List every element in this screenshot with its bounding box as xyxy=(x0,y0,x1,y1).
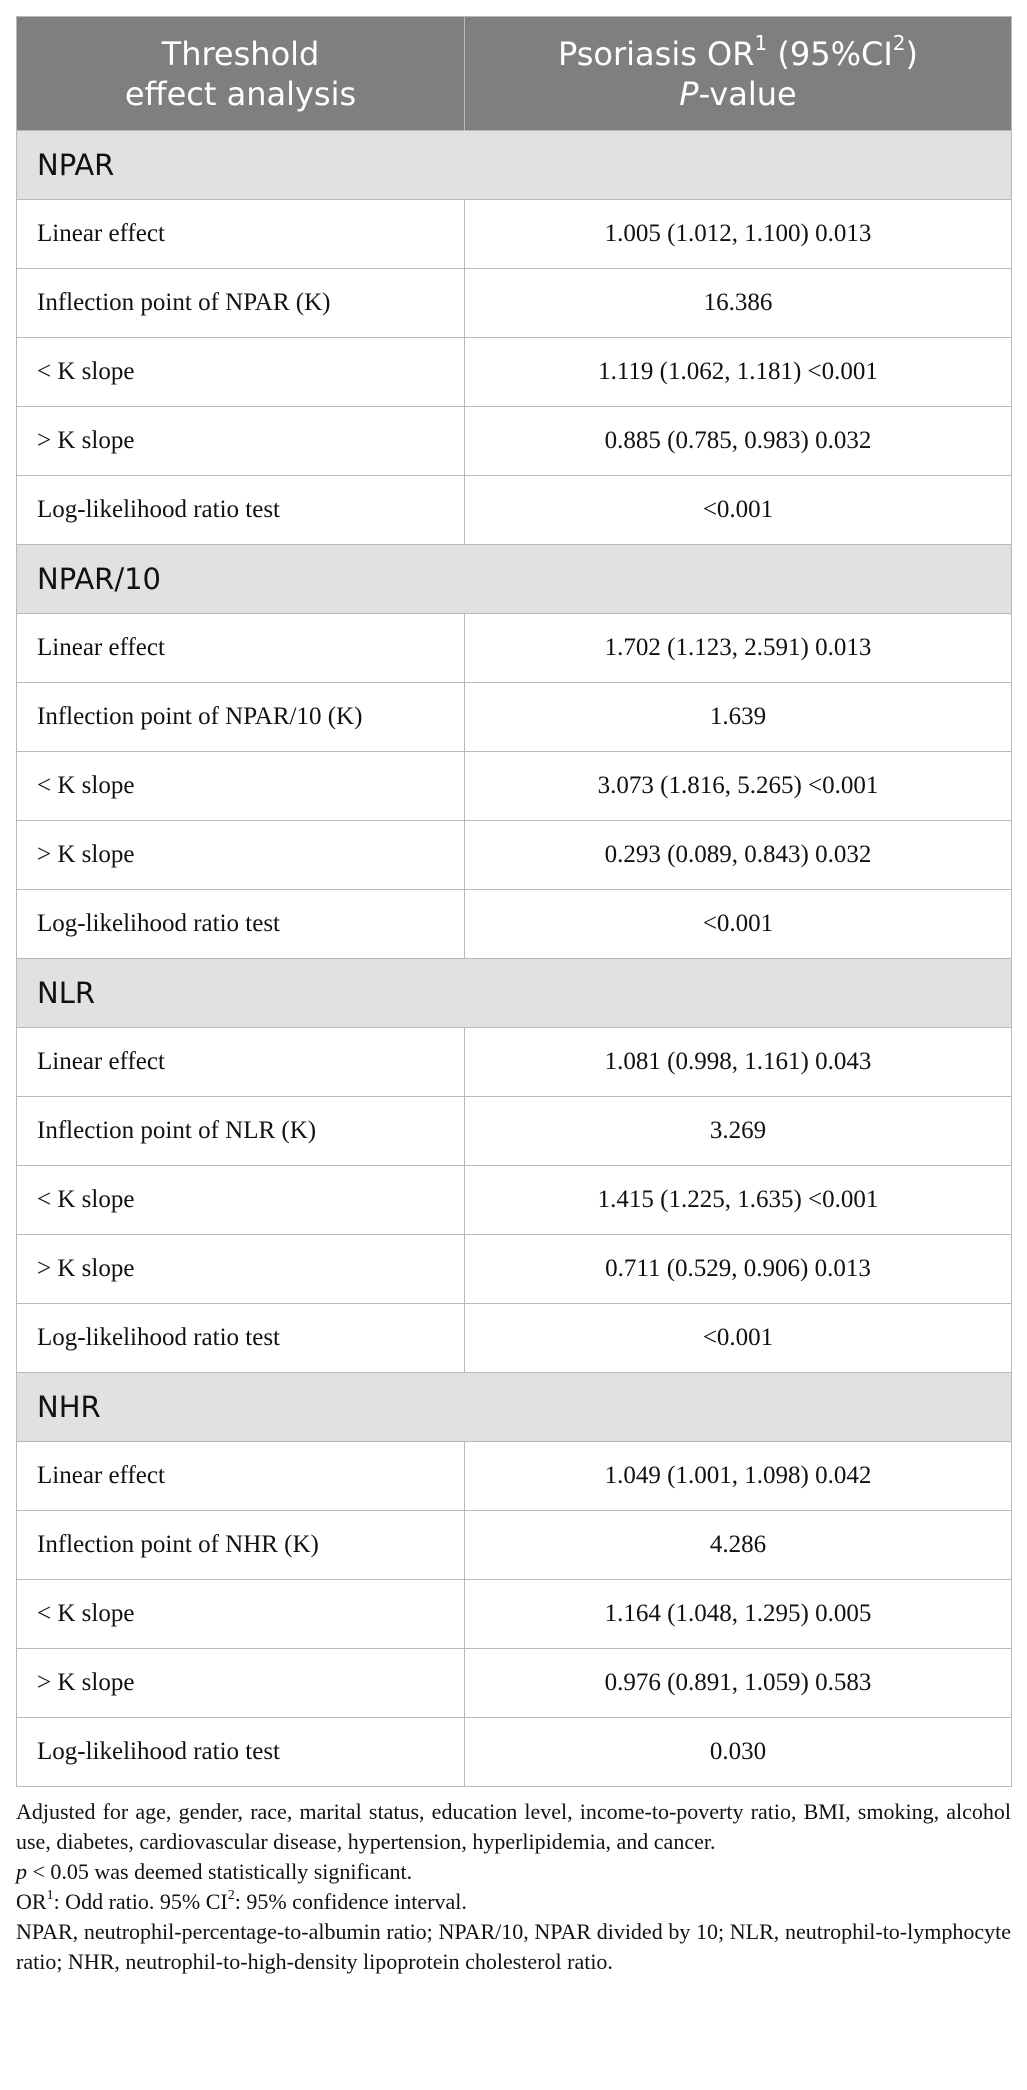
footnote-significance-rest: < 0.05 was deemed statistically significant. xyxy=(27,1859,413,1884)
row-label: Log-likelihood ratio test xyxy=(17,476,465,545)
footnote-significance-p: p xyxy=(16,1859,27,1884)
row-value: <0.001 xyxy=(465,476,1012,545)
row-label: < K slope xyxy=(17,1580,465,1649)
header-or-suffix: ) xyxy=(905,34,918,73)
row-value: 1.415 (1.225, 1.635) <0.001 xyxy=(465,1166,1012,1235)
section-row-nlr xyxy=(17,959,1012,1028)
row-value: 0.885 (0.785, 0.983) 0.032 xyxy=(465,407,1012,476)
row-value: 0.976 (0.891, 1.059) 0.583 xyxy=(465,1649,1012,1718)
row-label: Log-likelihood ratio test xyxy=(17,1304,465,1373)
table-row xyxy=(17,407,1012,476)
table-row xyxy=(17,1235,1012,1304)
table-row xyxy=(17,1304,1012,1373)
header-psoriasis-or xyxy=(465,17,1012,131)
table-row xyxy=(17,752,1012,821)
table-row xyxy=(17,338,1012,407)
row-value: 0.293 (0.089, 0.843) 0.032 xyxy=(465,821,1012,890)
row-value: 4.286 xyxy=(465,1511,1012,1580)
table-row xyxy=(17,1649,1012,1718)
footnote-significance xyxy=(16,1857,1011,1887)
table-row xyxy=(17,1028,1012,1097)
table-header-row xyxy=(17,17,1012,131)
header-threshold xyxy=(17,17,465,131)
row-label: < K slope xyxy=(17,752,465,821)
header-threshold-line1: Threshold xyxy=(161,34,320,73)
row-label: Linear effect xyxy=(17,200,465,269)
footnote-or-a: OR xyxy=(16,1889,47,1914)
table-row xyxy=(17,683,1012,752)
threshold-table-container xyxy=(16,16,1011,1977)
row-value: 3.073 (1.816, 5.265) <0.001 xyxy=(465,752,1012,821)
row-value: 1.005 (1.012, 1.100) 0.013 xyxy=(465,200,1012,269)
footnote-adjusted: Adjusted for age, gender, race, marital status, education level, income-to-poverty ratio, BMI, smoking, alcohol use, diabetes, cardiovascular disease, hypertension, hyperlipidemia, and cancer. xyxy=(16,1799,1011,1854)
footnote-or-b: : Odd ratio. 95% CI xyxy=(53,1889,228,1914)
section-title: NHR xyxy=(17,1373,1012,1442)
row-value: <0.001 xyxy=(465,1304,1012,1373)
footnote-or-sup2: 2 xyxy=(227,1887,235,1903)
table-row xyxy=(17,269,1012,338)
header-pvalue-italic: P xyxy=(679,74,699,113)
row-label: > K slope xyxy=(17,1649,465,1718)
table-row xyxy=(17,1511,1012,1580)
row-label: > K slope xyxy=(17,407,465,476)
header-or-sup1: 1 xyxy=(754,30,768,55)
row-label: Log-likelihood ratio test xyxy=(17,890,465,959)
row-label: Inflection point of NPAR/10 (K) xyxy=(17,683,465,752)
threshold-effect-table xyxy=(16,16,1012,1787)
row-label: Linear effect xyxy=(17,614,465,683)
row-value: 1.081 (0.998, 1.161) 0.043 xyxy=(465,1028,1012,1097)
row-value: <0.001 xyxy=(465,890,1012,959)
row-label: Inflection point of NHR (K) xyxy=(17,1511,465,1580)
section-title: NLR xyxy=(17,959,1012,1028)
header-pvalue-rest: -value xyxy=(698,74,797,113)
row-label: > K slope xyxy=(17,1235,465,1304)
row-value: 1.702 (1.123, 2.591) 0.013 xyxy=(465,614,1012,683)
section-title: NPAR xyxy=(17,131,1012,200)
table-row xyxy=(17,614,1012,683)
section-title: NPAR/10 xyxy=(17,545,1012,614)
section-row-npar xyxy=(17,131,1012,200)
table-row xyxy=(17,821,1012,890)
footnote-abbreviations: NPAR, neutrophil-percentage-to-albumin ratio; NPAR/10, NPAR divided by 10; NLR, neutrophil-to-lymphocyte ratio; NHR, neutrophil-to-high-density lipoprotein cholesterol ratio. xyxy=(16,1919,1011,1974)
table-row xyxy=(17,890,1012,959)
table-row xyxy=(17,1097,1012,1166)
table-row xyxy=(17,200,1012,269)
table-body xyxy=(17,131,1012,1787)
row-label: Linear effect xyxy=(17,1442,465,1511)
table-row xyxy=(17,476,1012,545)
row-value: 0.711 (0.529, 0.906) 0.013 xyxy=(465,1235,1012,1304)
table-row xyxy=(17,1718,1012,1787)
footnote-or-definition xyxy=(16,1887,1011,1917)
row-value: 3.269 xyxy=(465,1097,1012,1166)
table-footnotes xyxy=(16,1797,1011,1977)
row-label: Inflection point of NLR (K) xyxy=(17,1097,465,1166)
row-value: 1.119 (1.062, 1.181) <0.001 xyxy=(465,338,1012,407)
row-value: 1.049 (1.001, 1.098) 0.042 xyxy=(465,1442,1012,1511)
header-or-prefix: Psoriasis OR xyxy=(558,34,755,73)
row-value: 1.164 (1.048, 1.295) 0.005 xyxy=(465,1580,1012,1649)
header-or-sup2: 2 xyxy=(892,30,906,55)
row-value: 16.386 xyxy=(465,269,1012,338)
table-row xyxy=(17,1580,1012,1649)
row-label: Log-likelihood ratio test xyxy=(17,1718,465,1787)
row-value: 0.030 xyxy=(465,1718,1012,1787)
row-label: < K slope xyxy=(17,338,465,407)
row-label: < K slope xyxy=(17,1166,465,1235)
footnote-or-sup1: 1 xyxy=(46,1887,54,1903)
header-or-mid: (95%CI xyxy=(767,34,893,73)
row-label: Inflection point of NPAR (K) xyxy=(17,269,465,338)
row-label: Linear effect xyxy=(17,1028,465,1097)
header-threshold-line2: effect analysis xyxy=(124,74,357,113)
row-label: > K slope xyxy=(17,821,465,890)
table-row xyxy=(17,1442,1012,1511)
section-row-npar-10 xyxy=(17,545,1012,614)
section-row-nhr xyxy=(17,1373,1012,1442)
footnote-or-c: : 95% confidence interval. xyxy=(234,1889,467,1914)
row-value: 1.639 xyxy=(465,683,1012,752)
table-row xyxy=(17,1166,1012,1235)
